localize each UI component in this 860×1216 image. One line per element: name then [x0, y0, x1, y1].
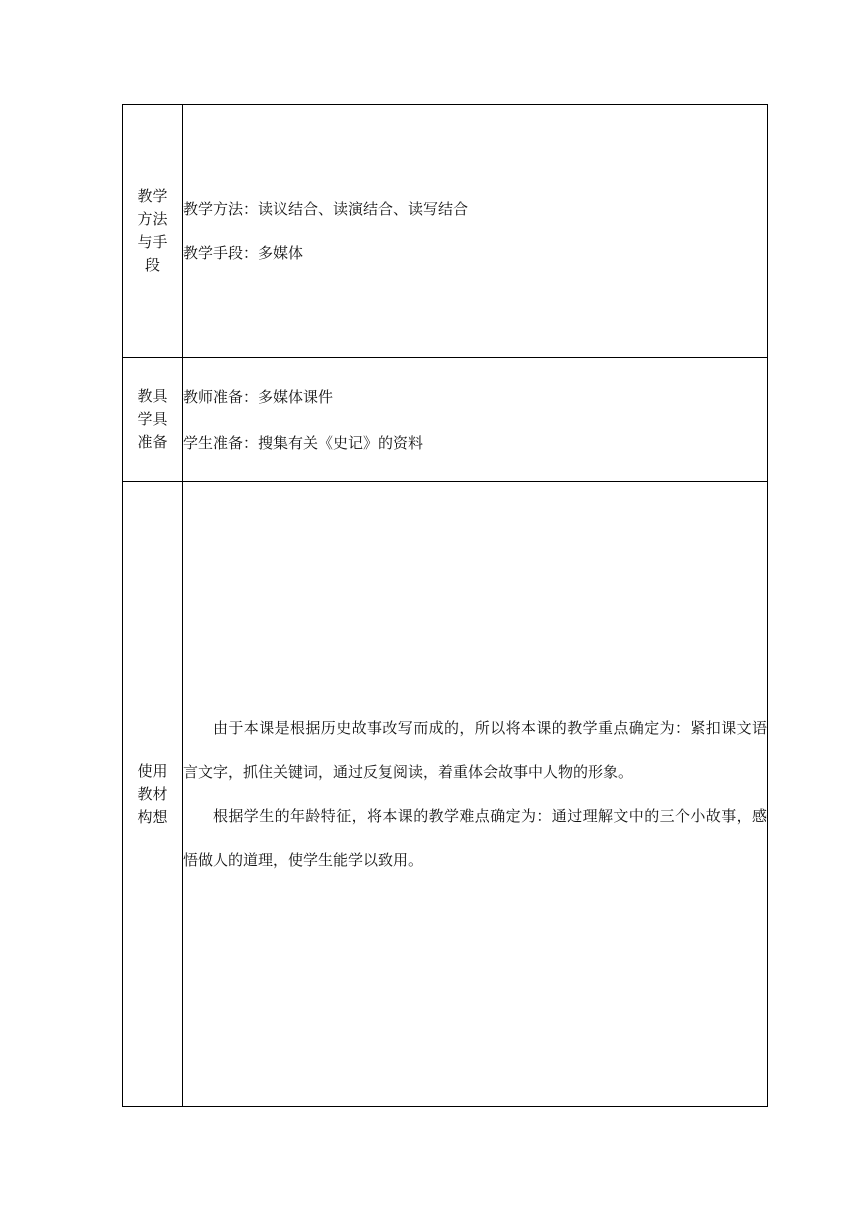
teaching-aids-label-cell	[123, 358, 183, 482]
teaching-aids-label: 教具学具准备	[137, 387, 168, 452]
lesson-plan-table	[122, 104, 768, 1107]
teaching-methods-row	[123, 105, 768, 358]
teaching-aids-row	[123, 358, 768, 482]
key-point-paragraph: 由于本课是根据历史故事改写而成的，所以将本课的教学重点确定为：紧扣课文语言文字，抓住关键词，通过反复阅读，着重体会故事中人物的形象。	[183, 719, 767, 782]
student-prep-line: 学生准备：搜集有关《史记》的资料	[183, 433, 424, 452]
material-concept-label-cell	[123, 482, 183, 1107]
teaching-methods-label: 教学方法与手段	[137, 187, 168, 275]
material-concept-row	[123, 482, 768, 1107]
teaching-aids-content	[183, 358, 768, 482]
teaching-methods-label-cell	[123, 105, 183, 358]
teaching-method-line: 教学方法：读议结合、读演结合、读写结合	[183, 200, 469, 219]
teaching-methods-content	[183, 105, 768, 358]
material-concept-label: 使用教材构想	[137, 761, 168, 826]
teacher-prep-line: 教师准备：多媒体课件	[183, 387, 334, 406]
difficulty-paragraph: 根据学生的年龄特征，将本课的教学难点确定为：通过理解文中的三个小故事，感悟做人的道理，使学生能学以致用。	[183, 807, 767, 870]
material-concept-content	[183, 482, 768, 1107]
teaching-means-line: 教学手段：多媒体	[183, 244, 304, 263]
